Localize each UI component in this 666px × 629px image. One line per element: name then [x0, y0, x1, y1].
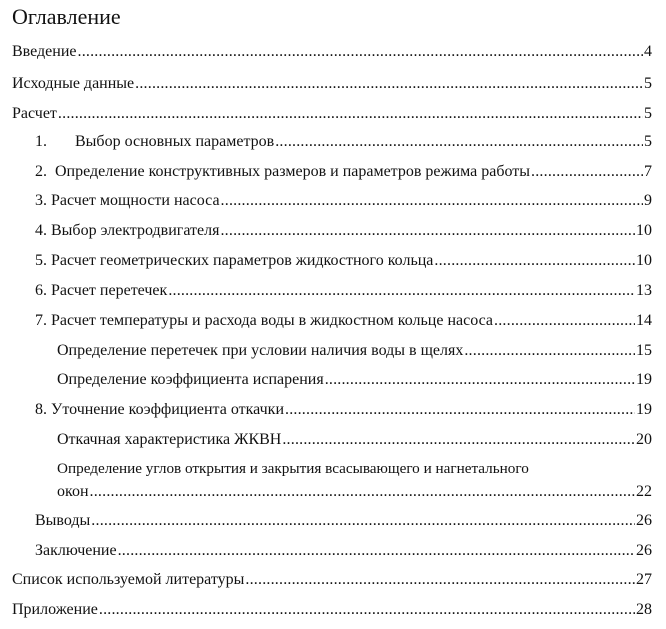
toc-entry-conclusions[interactable]: [35, 512, 652, 530]
leader-dots: [90, 483, 635, 501]
toc-entry-label: Определение коэффициента испарения: [57, 371, 324, 388]
toc-entry-label: окон: [57, 483, 89, 500]
toc-entry-page: 5: [644, 75, 652, 92]
toc-entry-section-5[interactable]: [35, 252, 652, 270]
toc-entry-page: 5: [644, 105, 652, 122]
toc-entry-page: 26: [636, 512, 652, 529]
toc-entry-label: 3. Расчет мощности насоса: [35, 192, 220, 209]
toc-entry-page: 19: [636, 371, 652, 388]
leader-dots: [220, 222, 635, 240]
toc-entry-label: Расчет: [12, 105, 57, 122]
leader-dots: [58, 105, 643, 123]
toc-entry-label: Откачная характеристика ЖКВН: [57, 431, 282, 448]
toc-entry-label: 2. Определение конструктивных размеров и параметров режима работы: [35, 163, 531, 180]
toc-entry-page: 15: [636, 342, 652, 359]
leader-dots: [118, 542, 635, 560]
toc-entry-label: Приложение: [12, 601, 98, 618]
toc-entry-section-1[interactable]: [35, 133, 652, 151]
leader-dots: [91, 512, 635, 530]
leader-dots: [245, 571, 635, 589]
toc-entry-subsection-pump-curve[interactable]: [57, 431, 652, 449]
toc-entry-label: Выводы: [35, 512, 91, 529]
toc-entry-section-3[interactable]: [35, 192, 652, 210]
toc-entry-appendix[interactable]: [12, 601, 652, 619]
toc-entry-label: Заключение: [35, 542, 117, 559]
toc-entry-label: 6. Расчет перетечек: [35, 282, 168, 299]
leader-dots: [325, 371, 635, 389]
leader-dots: [464, 342, 635, 360]
toc-entry-label: 1. Выбор основных параметров: [35, 133, 275, 150]
toc-entry-page: 26: [636, 542, 652, 559]
toc-entry-label: Исходные данные: [12, 75, 135, 92]
toc-entry-page: 10: [636, 252, 652, 269]
toc-entry-label: Определение перетечек при условии наличия воды в щелях: [57, 342, 464, 359]
toc-entry-label: 4. Выбор электродвигателя: [35, 222, 220, 239]
toc-entry-label: Список используемой литературы: [12, 571, 245, 588]
toc-entry-subsection-leakage[interactable]: [57, 342, 652, 360]
toc-title: Оглавление: [12, 4, 121, 29]
toc-entry-subsection-angles-line1[interactable]: Определение углов открытия и закрытия всасывающего и нагнетального: [57, 460, 529, 477]
toc-entry-subsection-evaporation[interactable]: [57, 371, 652, 389]
toc-entry-page: 4: [644, 43, 652, 60]
toc-entry-label: 5. Расчет геометрических параметров жидкостного кольца: [35, 252, 434, 269]
toc-entry-references[interactable]: [12, 571, 652, 589]
toc-entry-calculation[interactable]: [12, 105, 652, 123]
toc-entry-section-2[interactable]: [35, 163, 652, 181]
toc-entry-page: 14: [636, 312, 652, 329]
leader-dots: [434, 252, 635, 270]
leader-dots: [275, 133, 643, 151]
toc-entry-page: 19: [636, 401, 652, 418]
toc-entry-page: 13: [636, 282, 652, 299]
toc-entry-page: 20: [636, 431, 652, 448]
toc-entry-label: 8. Уточнение коэффициента откачки: [35, 401, 284, 418]
toc-entry-page: 10: [636, 222, 652, 239]
toc-entry-page: 27: [636, 571, 652, 588]
leader-dots: [78, 43, 644, 61]
toc-entry-label: Введение: [12, 43, 77, 60]
leader-dots: [168, 282, 635, 300]
toc-entry-label: 7. Расчет температуры и расхода воды в жидкостном кольце насоса: [35, 312, 494, 329]
toc-entry-subsection-angles[interactable]: [57, 483, 652, 501]
toc-entry-page: 5: [644, 133, 652, 150]
leader-dots: [99, 601, 635, 619]
leader-dots: [135, 75, 643, 93]
leader-dots: [494, 312, 635, 330]
toc-entry-summary[interactable]: [35, 542, 652, 560]
leader-dots: [282, 431, 635, 449]
toc-entry-section-4[interactable]: [35, 222, 652, 240]
toc-entry-initial-data[interactable]: [12, 75, 652, 93]
leader-dots: [285, 401, 635, 419]
toc-entry-page: 7: [644, 163, 652, 180]
leader-dots: [221, 192, 643, 210]
toc-entry-page: 28: [636, 601, 652, 618]
toc-entry-section-6[interactable]: [35, 282, 652, 300]
toc-entry-section-7[interactable]: [35, 312, 652, 330]
toc-entry-section-8[interactable]: [35, 401, 652, 419]
toc-entry-page: 9: [644, 192, 652, 209]
toc-entry-page: 22: [636, 483, 652, 500]
leader-dots: [531, 163, 643, 181]
toc-entry-introduction[interactable]: [12, 43, 652, 61]
